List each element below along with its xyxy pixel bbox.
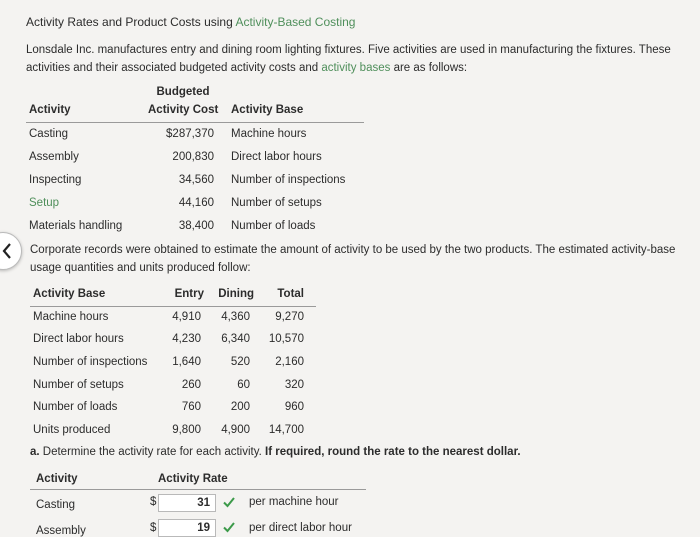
t1-cost-setup: 44,160 (178, 197, 214, 209)
t2-header-entry: Entry (174, 288, 204, 300)
t2-base-units: Units produced (33, 424, 111, 436)
t2-entry-machine: 4,910 (172, 311, 201, 323)
t1-base-inspecting: Number of inspections (231, 174, 346, 186)
t1-cost-inspecting: 34,560 (178, 174, 214, 186)
ans-header-rate: Activity Rate (158, 473, 228, 485)
t2-dining-inspections: 520 (230, 356, 250, 368)
t1-activity-assembly: Assembly (29, 151, 79, 163)
t1-base-assembly: Direct labor hours (231, 151, 322, 163)
page-title: Activity Rates and Product Costs using Activity-Based Costing (26, 15, 356, 29)
t2-header-dining: Dining (218, 288, 254, 300)
t2-entry-inspections: 1,640 (172, 356, 201, 368)
t1-cost-casting: $287,370 (166, 128, 214, 140)
t1-base-casting: Machine hours (231, 128, 307, 140)
ans-currency-casting: $ (150, 496, 157, 508)
t2-entry-labor: 4,230 (172, 333, 201, 345)
t1-activity-casting: Casting (29, 128, 68, 140)
ans-activity-casting: Casting (36, 499, 75, 511)
t2-base-labor: Direct labor hours (33, 333, 124, 345)
ans-unit-casting: per machine hour (249, 496, 339, 508)
intro-line-1: Lonsdale Inc. manufactures entry and dining room lighting fixtures. Five activities are used in manufacturing the fixtures. These (26, 44, 671, 56)
previous-button[interactable] (0, 232, 22, 270)
t1-activity-inspecting: Inspecting (29, 174, 82, 186)
t2-total-inspections: 2,160 (275, 356, 304, 368)
t2-total-machine: 9,270 (275, 311, 304, 323)
t2-total-loads: 960 (284, 401, 304, 413)
chevron-left-icon (2, 243, 12, 259)
t2-base-inspections: Number of inspections (33, 356, 148, 368)
ans-activity-assembly: Assembly (36, 525, 86, 537)
t2-base-loads: Number of loads (33, 401, 118, 413)
question-a: a. Determine the activity rate for each activity. If required, round the rate to the nearest dollar. (30, 446, 521, 458)
header-activity-cost: Activity Cost (148, 104, 219, 116)
t2-dining-machine: 4,360 (221, 311, 250, 323)
corporate-line-1: Corporate records were obtained to estimate the amount of activity to be used by the two products. The estimated activity-base (30, 244, 676, 256)
t2-base-setups: Number of setups (33, 379, 124, 391)
table1-header-rule (26, 122, 364, 123)
t1-base-materials: Number of loads (231, 220, 316, 232)
intro-line-2: activities and their associated budgeted activity costs and activity bases are as follows: (26, 62, 468, 74)
t2-entry-units: 9,800 (172, 424, 201, 436)
table2-header-rule (30, 306, 316, 307)
title-link[interactable]: Activity-Based Costing (235, 15, 356, 29)
ans-header-rule (30, 489, 366, 490)
t2-dining-loads: 200 (230, 401, 250, 413)
t1-cost-assembly: 200,830 (172, 151, 214, 163)
t1-activity-materials: Materials handling (29, 220, 123, 232)
header-activity-base: Activity Base (231, 104, 304, 116)
t2-entry-setups: 260 (181, 379, 201, 391)
check-icon (222, 495, 236, 509)
ans-header-activity: Activity (36, 473, 78, 485)
t2-total-labor: 10,570 (268, 333, 304, 345)
header-budgeted: Budgeted (156, 86, 210, 98)
header-activity: Activity (29, 104, 71, 116)
t1-activity-setup[interactable]: Setup (29, 197, 60, 209)
t2-base-machine: Machine hours (33, 311, 109, 323)
t2-header-total: Total (277, 288, 304, 300)
ans-unit-assembly: per direct labor hour (249, 522, 352, 534)
casting-rate-input[interactable]: 31 (158, 494, 216, 512)
t2-header-base: Activity Base (33, 288, 106, 300)
assembly-rate-input[interactable]: 19 (158, 519, 216, 537)
t2-total-units: 14,700 (268, 424, 304, 436)
check-icon (222, 520, 236, 534)
t1-base-setup: Number of setups (231, 197, 322, 209)
corporate-line-2: usage quantities and units produced follow: (30, 262, 251, 274)
t2-dining-setups: 60 (237, 379, 250, 391)
activity-bases-link[interactable]: activity bases (321, 62, 391, 74)
ans-currency-assembly: $ (150, 522, 157, 534)
t2-total-setups: 320 (284, 379, 304, 391)
t2-dining-labor: 6,340 (221, 333, 250, 345)
t1-cost-materials: 38,400 (178, 220, 214, 232)
t2-dining-units: 4,900 (221, 424, 250, 436)
t2-entry-loads: 760 (181, 401, 201, 413)
